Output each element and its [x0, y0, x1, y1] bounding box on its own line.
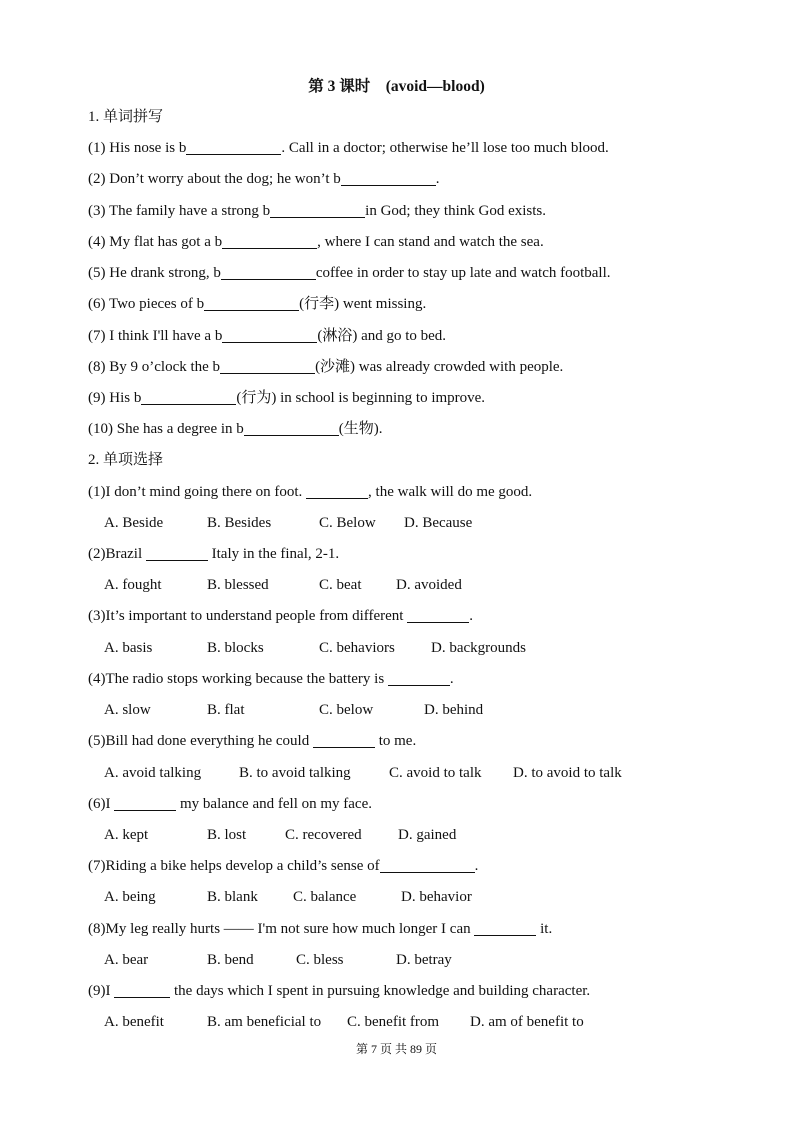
option-a[interactable]: A. benefit	[104, 1014, 164, 1030]
answer-blank[interactable]	[221, 264, 316, 280]
choice-question-9: (9)I the days which I spent in pursuing knowledge and building character.	[88, 983, 591, 999]
option-b[interactable]: B. flat	[207, 702, 245, 718]
lesson-title: 第 3 课时 (avoid—blood)	[308, 78, 485, 95]
option-b[interactable]: B. to avoid talking	[239, 765, 351, 781]
answer-blank[interactable]	[313, 732, 375, 748]
answer-blank[interactable]	[114, 795, 176, 811]
answer-blank[interactable]	[114, 982, 170, 998]
spelling-item-9: (9) His b (行为) in school is beginning to improve.	[88, 390, 486, 406]
option-c[interactable]: C. below	[319, 702, 374, 718]
spelling-item-6: (6) Two pieces of b (行李) went missing.	[88, 296, 427, 312]
option-d[interactable]: D. behavior	[401, 889, 472, 905]
answer-blank[interactable]	[380, 857, 475, 873]
choice-question-8: (8)My leg really hurts —— I'm not sure how much longer I can it.	[88, 921, 553, 937]
option-a[interactable]: A. fought	[104, 577, 162, 593]
option-b[interactable]: B. Besides	[207, 515, 272, 531]
answer-blank[interactable]	[186, 139, 281, 155]
answer-blank[interactable]	[341, 170, 436, 186]
answer-blank[interactable]	[270, 202, 365, 218]
spelling-item-4: (4) My flat has got a b , where I can stand and watch the sea.	[88, 234, 544, 250]
answer-blank[interactable]	[222, 327, 317, 343]
choice-question-1: (1)I don’t mind going there on foot. , the walk will do me good.	[88, 484, 533, 500]
option-c[interactable]: C. recovered	[285, 827, 362, 843]
page-footer: 第 7 页 共 89 页	[355, 1042, 437, 1056]
spelling-item-3: (3) The family have a strong b in God; they think God exists.	[88, 203, 546, 219]
choice-question-6: (6)I my balance and fell on my face.	[88, 796, 372, 812]
option-a[interactable]: A. bear	[104, 952, 149, 968]
option-d[interactable]: D. avoided	[396, 577, 462, 593]
answer-blank[interactable]	[244, 420, 339, 436]
option-c[interactable]: C. benefit from	[347, 1014, 440, 1030]
choice-question-2: (2)Brazil Italy in the final, 2-1.	[88, 546, 340, 562]
section-heading-choice: 2. 单项选择	[88, 452, 164, 468]
option-d[interactable]: D. Because	[404, 515, 473, 531]
spelling-item-10: (10) She has a degree in b (生物).	[88, 421, 383, 437]
option-c[interactable]: C. balance	[293, 889, 357, 905]
option-a[interactable]: A. slow	[104, 702, 151, 718]
choice-question-7: (7)Riding a bike helps develop a child’s sense of .	[88, 858, 479, 874]
option-c[interactable]: C. behaviors	[319, 640, 395, 656]
option-a[interactable]: A. Beside	[104, 515, 164, 531]
option-b[interactable]: B. am beneficial to	[207, 1014, 322, 1030]
spelling-item-5: (5) He drank strong, b coffee in order to stay up late and watch football.	[88, 265, 611, 281]
option-d[interactable]: D. gained	[398, 827, 457, 843]
choice-question-5: (5)Bill had done everything he could to me.	[88, 733, 417, 749]
answer-blank[interactable]	[222, 233, 317, 249]
option-c[interactable]: C. bless	[296, 952, 344, 968]
choice-question-4: (4)The radio stops working because the battery is .	[88, 671, 454, 687]
option-b[interactable]: B. lost	[207, 827, 247, 843]
option-c[interactable]: C. Below	[319, 515, 376, 531]
answer-blank[interactable]	[146, 545, 208, 561]
spelling-item-2: (2) Don’t worry about the dog; he won’t b .	[88, 171, 440, 187]
option-b[interactable]: B. blank	[207, 889, 258, 905]
option-c[interactable]: C. beat	[319, 577, 362, 593]
option-a[interactable]: A. basis	[104, 640, 153, 656]
answer-blank[interactable]	[204, 295, 299, 311]
option-d[interactable]: D. backgrounds	[431, 640, 526, 656]
option-a[interactable]: A. kept	[104, 827, 149, 843]
option-d[interactable]: D. behind	[424, 702, 484, 718]
option-a[interactable]: A. avoid talking	[104, 765, 202, 781]
option-b[interactable]: B. bend	[207, 952, 254, 968]
answer-blank[interactable]	[474, 920, 536, 936]
option-d[interactable]: D. to avoid to talk	[513, 765, 622, 781]
option-d[interactable]: D. am of benefit to	[470, 1014, 584, 1030]
answer-blank[interactable]	[141, 389, 236, 405]
spelling-item-8: (8) By 9 o’clock the b (沙滩) was already crowded with people.	[88, 359, 564, 375]
choice-question-3: (3)It’s important to understand people from different .	[88, 608, 473, 624]
option-d[interactable]: D. betray	[396, 952, 452, 968]
spelling-item-7: (7) I think I'll have a b (淋浴) and go to bed.	[88, 328, 447, 344]
section-heading-spelling: 1. 单词拼写	[88, 109, 164, 125]
option-b[interactable]: B. blocks	[207, 640, 264, 656]
answer-blank[interactable]	[220, 358, 315, 374]
answer-blank[interactable]	[407, 607, 469, 623]
option-a[interactable]: A. being	[104, 889, 156, 905]
answer-blank[interactable]	[388, 670, 450, 686]
spelling-item-1: (1) His nose is b . Call in a doctor; otherwise he’ll lose too much blood.	[88, 140, 609, 156]
option-c[interactable]: C. avoid to talk	[389, 765, 482, 781]
option-b[interactable]: B. blessed	[207, 577, 269, 593]
answer-blank[interactable]	[306, 483, 368, 499]
